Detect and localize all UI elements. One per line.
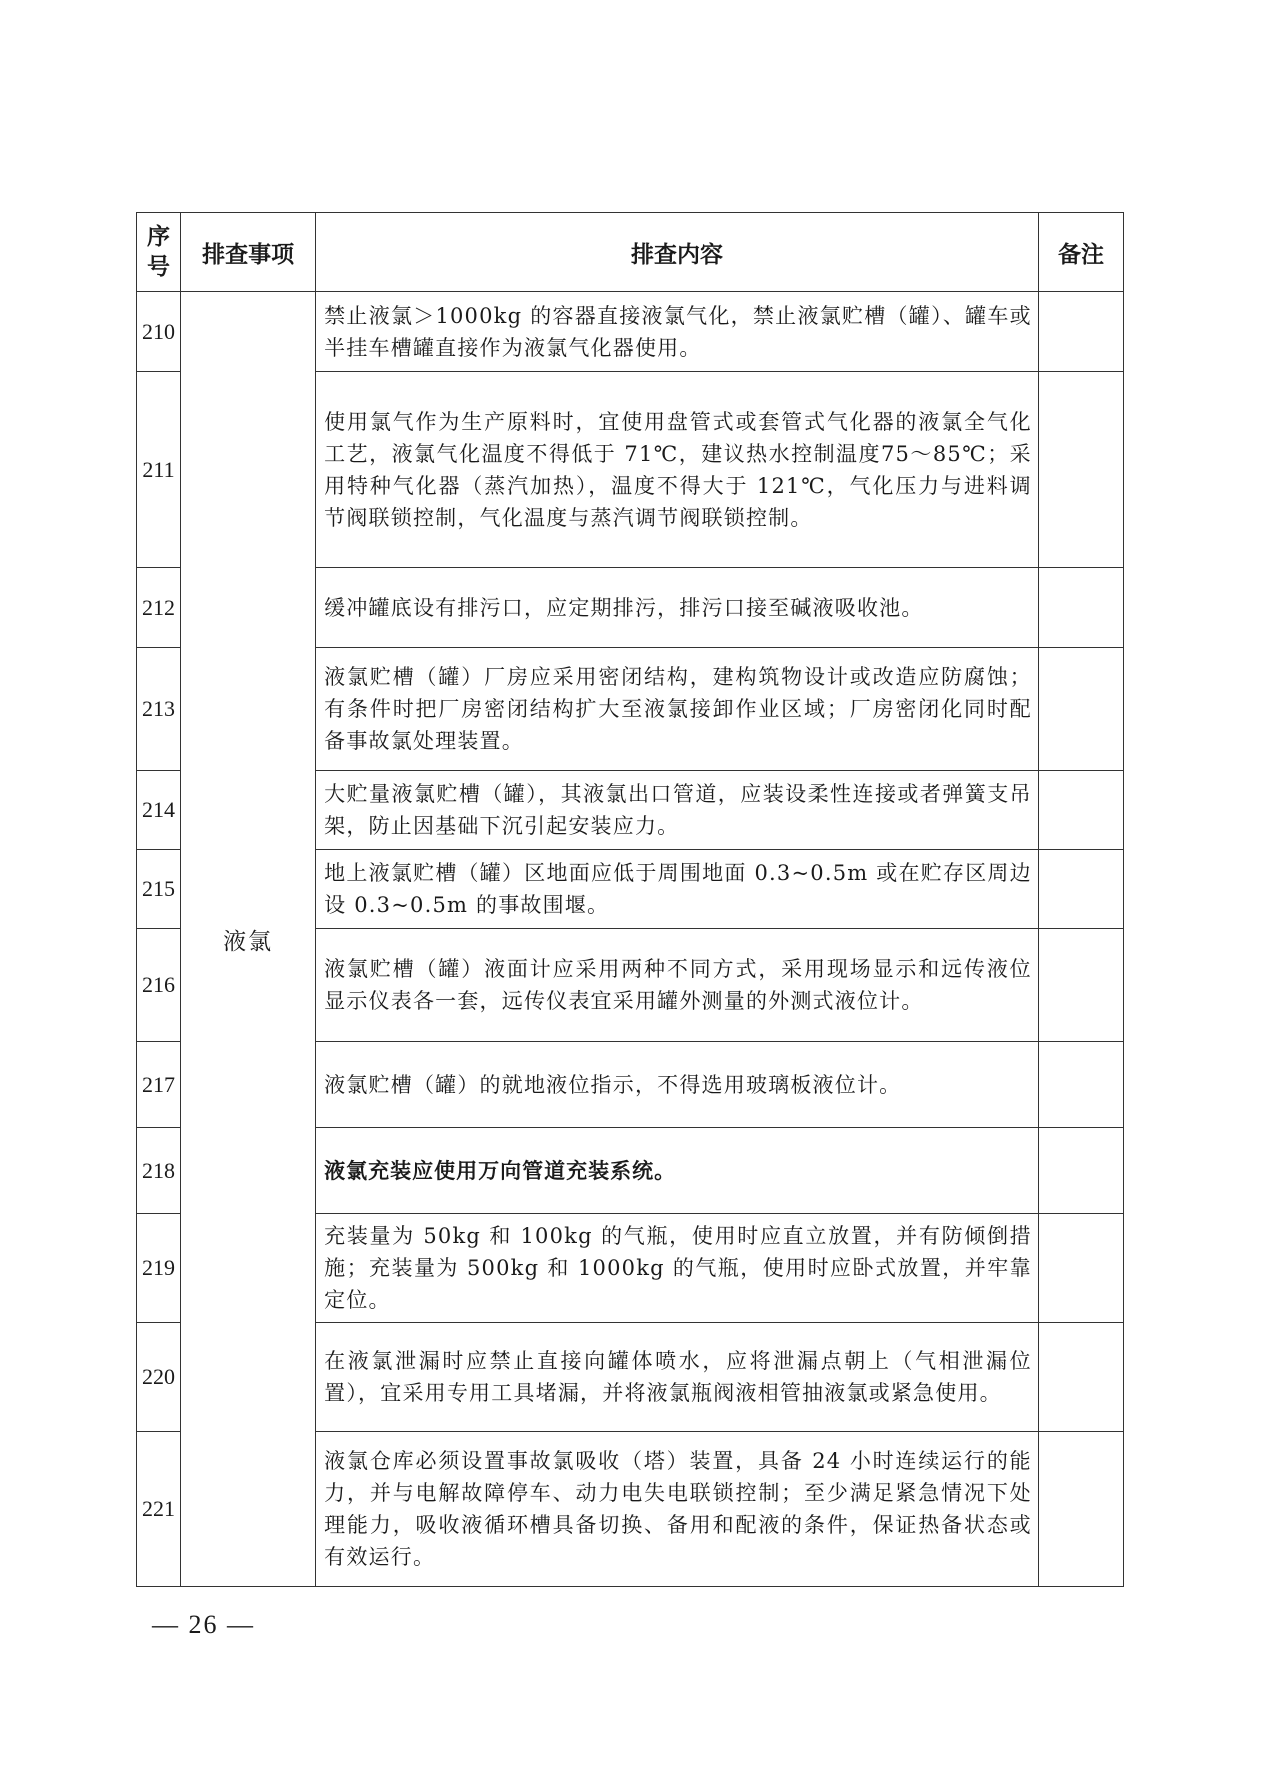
header-note: 备注 [1038, 213, 1123, 292]
row-content: 液氯贮槽（罐）的就地液位指示，不得选用玻璃板液位计。 [316, 1042, 1039, 1128]
row-content: 液氯充装应使用万向管道充装系统。 [316, 1128, 1039, 1214]
row-content: 充装量为 50kg 和 100kg 的气瓶，使用时应直立放置，并有防倾倒措施；充装量为 500kg 和 1000kg 的气瓶，使用时应卧式放置，并牢靠定位。 [316, 1214, 1039, 1323]
row-number: 214 [137, 771, 181, 850]
row-number: 221 [137, 1432, 181, 1587]
row-note [1038, 1323, 1123, 1432]
row-content: 液氯仓库必须设置事故氯吸收（塔）装置，具备 24 小时连续运行的能力，并与电解故障停车、动力电失电联锁控制；至少满足紧急情况下处理能力，吸收液循环槽具备切换、备用和配液的条件，保证热备状态或有效运行。 [316, 1432, 1039, 1587]
category-cell: 液氯 [181, 292, 316, 1587]
row-note [1038, 850, 1123, 929]
row-note [1038, 1432, 1123, 1587]
row-note [1038, 771, 1123, 850]
header-no-line1: 序 [147, 224, 171, 250]
row-number: 218 [137, 1128, 181, 1214]
row-number: 215 [137, 850, 181, 929]
row-content: 缓冲罐底设有排污口，应定期排污，排污口接至碱液吸收池。 [316, 568, 1039, 648]
row-note [1038, 929, 1123, 1042]
row-content: 液氯贮槽（罐）液面计应采用两种不同方式，采用现场显示和远传液位显示仪表各一套，远传仪表宜采用罐外测量的外测式液位计。 [316, 929, 1039, 1042]
header-no [137, 213, 181, 292]
row-number: 213 [137, 648, 181, 771]
row-number: 211 [137, 372, 181, 568]
row-content: 在液氯泄漏时应禁止直接向罐体喷水，应将泄漏点朝上（气相泄漏位置），宜采用专用工具堵漏，并将液氯瓶阀液相管抽液氯或紧急使用。 [316, 1323, 1039, 1432]
header-item: 排查事项 [181, 213, 316, 292]
row-content: 大贮量液氯贮槽（罐），其液氯出口管道，应装设柔性连接或者弹簧支吊架，防止因基础下沉引起安装应力。 [316, 771, 1039, 850]
table-header-row [137, 213, 1124, 292]
header-no-line2: 号 [147, 254, 171, 280]
header-content: 排查内容 [316, 213, 1039, 292]
row-note [1038, 372, 1123, 568]
row-number: 219 [137, 1214, 181, 1323]
row-content: 地上液氯贮槽（罐）区地面应低于周围地面 0.3~0.5m 或在贮存区周边设 0.3~0.5m 的事故围堰。 [316, 850, 1039, 929]
row-content: 液氯贮槽（罐）厂房应采用密闭结构，建构筑物设计或改造应防腐蚀；有条件时把厂房密闭结构扩大至液氯接卸作业区域；厂房密闭化同时配备事故氯处理装置。 [316, 648, 1039, 771]
row-content: 使用氯气作为生产原料时，宜使用盘管式或套管式气化器的液氯全气化工艺，液氯气化温度不得低于 71℃，建议热水控制温度75～85℃；采用特种气化器（蒸汽加热），温度不得大于 121℃，气化压力与进料调节阀联锁控制，气化温度与蒸汽调节阀联锁控制。 [316, 372, 1039, 568]
inspection-table [136, 212, 1124, 1587]
row-note [1038, 1128, 1123, 1214]
row-content: 禁止液氯＞1000kg 的容器直接液氯气化，禁止液氯贮槽（罐）、罐车或半挂车槽罐直接作为液氯气化器使用。 [316, 292, 1039, 372]
row-note [1038, 1042, 1123, 1128]
table-row [137, 292, 1124, 372]
row-number: 212 [137, 568, 181, 648]
row-number: 216 [137, 929, 181, 1042]
row-number: 220 [137, 1323, 181, 1432]
row-note [1038, 568, 1123, 648]
row-number: 217 [137, 1042, 181, 1128]
row-note [1038, 648, 1123, 771]
row-note [1038, 1214, 1123, 1323]
page-number: — 26 — [152, 1610, 255, 1639]
row-note [1038, 292, 1123, 372]
row-number: 210 [137, 292, 181, 372]
